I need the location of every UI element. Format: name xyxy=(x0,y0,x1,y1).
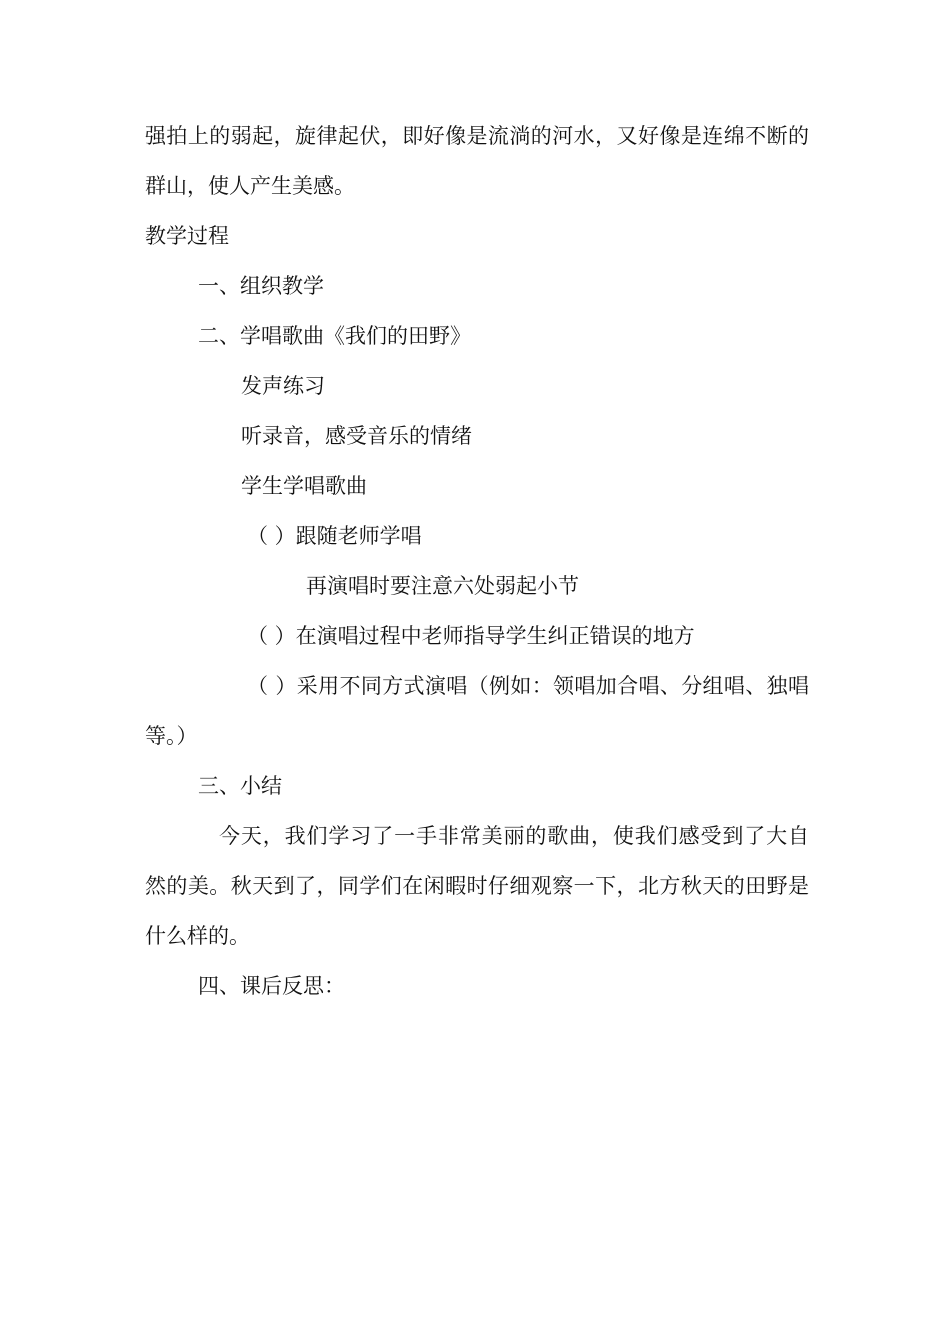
sub-item-follow-teacher: （ ）跟随老师学唱 xyxy=(247,524,422,548)
sub-item-note: 再演唱时要注意六处弱起小节 xyxy=(306,574,579,598)
section-learn-song: 二、学唱歌曲《我们的田野》 xyxy=(198,324,471,348)
section-summary: 三、小结 xyxy=(198,774,282,798)
intro-line-2: 群山，使人产生美感。 xyxy=(145,174,355,198)
summary-line-3: 什么样的。 xyxy=(145,924,250,948)
summary-line-2: 然的美。秋天到了，同学们在闲暇时仔细观察一下，北方秋天的田野是 xyxy=(145,874,809,898)
section-organize-teaching: 一、组织教学 xyxy=(198,274,324,298)
step-students-learn: 学生学唱歌曲 xyxy=(241,474,367,498)
sub-item-singing-methods-cont: 等。） xyxy=(145,724,198,748)
step-vocal-practice: 发声练习 xyxy=(241,374,325,398)
section-reflection: 四、课后反思： xyxy=(198,974,345,998)
sub-item-singing-methods: （ ）采用不同方式演唱（例如：领唱加合唱、分组唱、独唱 xyxy=(247,674,809,698)
process-heading: 教学过程 xyxy=(145,224,229,248)
step-listen-recording: 听录音，感受音乐的情绪 xyxy=(241,424,472,448)
summary-line-1: 今天，我们学习了一手非常美丽的歌曲，使我们感受到了大自 xyxy=(219,824,809,848)
sub-item-correct-errors: （ ）在演唱过程中老师指导学生纠正错误的地方 xyxy=(247,624,695,648)
intro-line-1: 强拍上的弱起，旋律起伏，即好像是流淌的河水，又好像是连绵不断的 xyxy=(145,124,809,148)
